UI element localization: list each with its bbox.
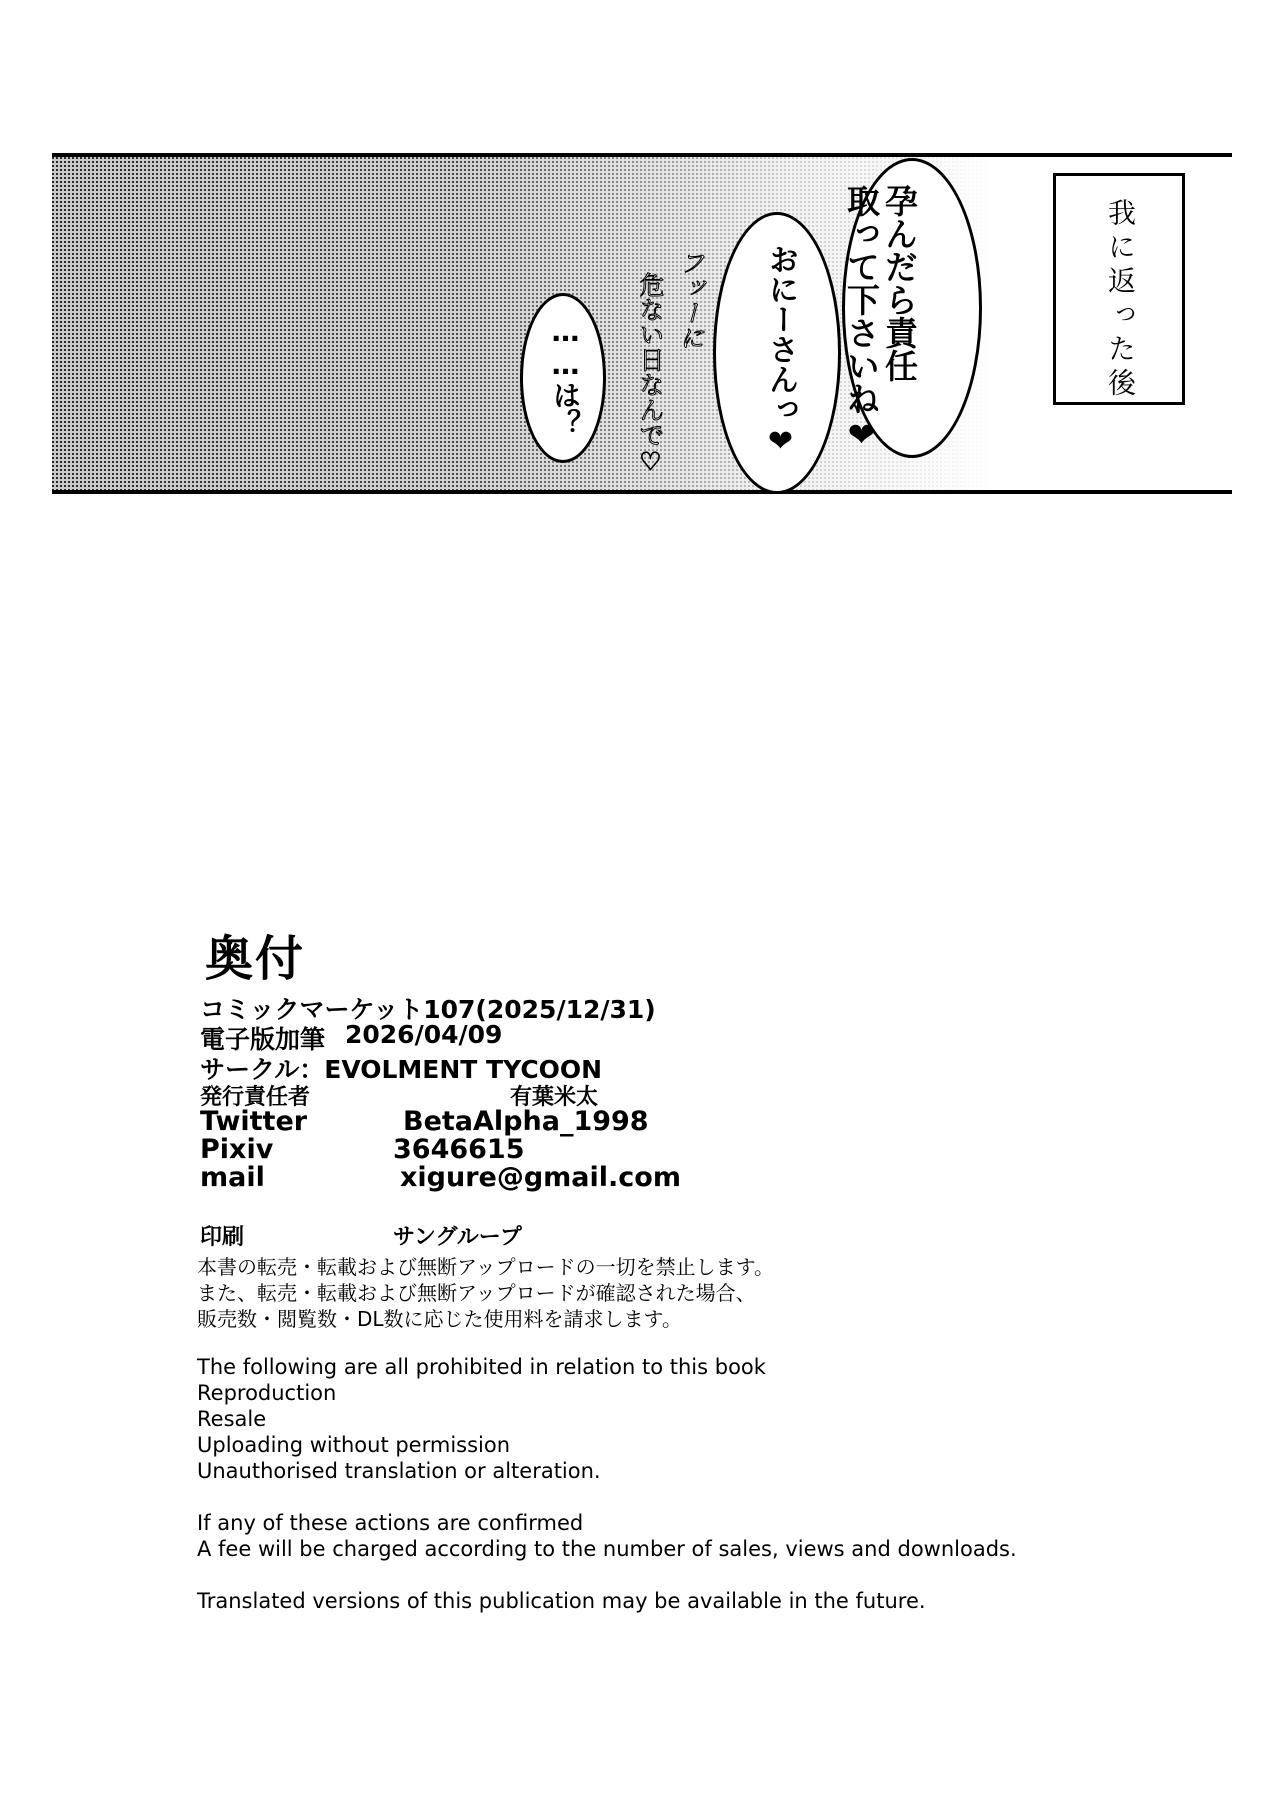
twitter-handle: BetaAlpha_1998 <box>403 1106 649 1137</box>
bubble1-line1: 孕んだら責任 <box>880 184 919 382</box>
notice-en-fee <box>197 1510 1017 1562</box>
printer-name: サングループ <box>393 1225 522 1250</box>
print-label: 印刷 <box>200 1225 245 1250</box>
notice-jp-line: 本書の転売・転載および無断アップロードの一切を禁止します。 <box>197 1255 774 1279</box>
notice-jp <box>197 1254 774 1332</box>
mail-address: xigure@gmail.com <box>400 1162 681 1193</box>
bubble1-line2: 取って下さいね❤ <box>842 184 881 454</box>
notice-en-translation <box>197 1588 926 1614</box>
publisher-name: 有葉米太 <box>510 1085 599 1110</box>
event-line: コミックマーケット107(2025/12/31) <box>200 995 656 1024</box>
notice-en-line: Translated versions of this publication may be available in the future. <box>197 1589 926 1613</box>
circle-line: サークル：EVOLMENT TYCOON <box>200 1055 603 1084</box>
publisher-label: 発行責任者 <box>200 1085 311 1110</box>
pixiv-id: 3646615 <box>393 1134 525 1165</box>
edition-date: 2026/04/09 <box>345 1020 503 1049</box>
bubble3-text: ……は？ <box>549 315 582 437</box>
notice-en-line: The following are all prohibited in relation to this book <box>197 1355 766 1379</box>
notice-en-line: Unauthorised translation or alteration. <box>197 1459 601 1483</box>
notice-en-line: Resale <box>197 1407 267 1431</box>
floating-text-line1: フッーに <box>676 250 705 350</box>
narration-box <box>1053 173 1185 405</box>
notice-en-line: Reproduction <box>197 1381 337 1405</box>
pixiv-label: Pixiv <box>200 1134 274 1165</box>
colophon-title: 奥付 <box>205 931 306 987</box>
floating-text-line2: 危ない日なんで♡ <box>636 272 665 476</box>
notice-en-line: Uploading without permission <box>197 1433 511 1457</box>
notice-en-line: If any of these actions are confirmed <box>197 1511 584 1535</box>
mail-label: mail <box>200 1162 265 1193</box>
notice-en-prohibited <box>197 1354 766 1484</box>
narration-text: 我に返った後 <box>1104 198 1137 402</box>
notice-en-line: A fee will be charged according to the number of sales, views and downloads. <box>197 1537 1017 1561</box>
notice-jp-line: 販売数・閲覧数・DL数に応じた使用料を請求します。 <box>197 1307 682 1331</box>
edition-label: 電子版加筆 <box>200 1025 326 1054</box>
notice-jp-line: また、転売・転載および無断アップロードが確認された場合、 <box>197 1281 756 1305</box>
bubble2-text: おにーさんっ❤ <box>763 244 798 459</box>
twitter-label: Twitter <box>200 1106 308 1137</box>
